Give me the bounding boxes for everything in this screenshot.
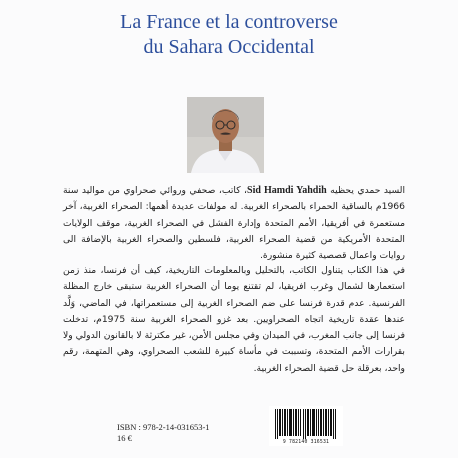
book-title	[0, 10, 458, 60]
author-name: Sid Hamdi Yahdih	[247, 185, 327, 196]
title-line-1: La France et la controverse	[120, 11, 338, 33]
book-summary: في هذا الكتاب يتناول الكاتب، بالتحليل وبالمعلومات التاريخية، كيف أن فرنسا، منذ زمن استعمارها لشمال وغرب افريقيا، لم تقتنع يوما أن الصحراء الغربية ستبقى خارج المظلة الفرنسية. عدم قدرة فرنسا على ضم الصحراء الغربية إلى مستعمراتها، في الماضي، وَلَّد عندها عقدة تاريخية اتجاه الصحراويين. بعد غزو الصحراء الغربية سنة 1975م، تدخلت فرنسا إلى جانب المغرب، في الميدان وفي مجلس الأمن، غير مكترثة لا بالقانون الدولي ولا بقرارات الأمم المتحدة، وتسببت في مأساة كبيرة للشعب الصحراوي، وهي المتهمة، رقم واحد، بعرقلة حل قضية الصحراء الغربية.	[63, 265, 405, 374]
author-photo	[187, 97, 264, 173]
publication-info	[117, 422, 210, 444]
bio-intro: السيد حمدي يحظيه	[326, 185, 405, 196]
author-biography	[63, 183, 405, 264]
isbn-number: ISBN : 978-2-14-031653-1	[117, 422, 210, 432]
bio-text: ، كاتب، صحفي وروائي صحراوي من مواليد سنة 1966م بالساقية الحمراء بالصحراء الغربية. له مولفات عديدة أهمها: الصحراء الغربية، آخر مستعمرة في أفريقيا، الأمم المتحدة وإدارة الفشل في الصحراء الغربية، موقف الولايات المتحدة الأمريكية من قضية الصحراء الغربية، فلسطين والصحراء الغربية بالإضافة الى روايات واعمال قصصية كثيرة منشورة.	[63, 185, 405, 262]
barcode-bars-icon	[269, 406, 343, 439]
barcode	[269, 406, 343, 446]
barcode-digits: 9 782140 316531	[282, 440, 330, 445]
title-line-2: du Sahara Occidental	[143, 36, 315, 58]
book-price: 16 €	[117, 433, 132, 443]
